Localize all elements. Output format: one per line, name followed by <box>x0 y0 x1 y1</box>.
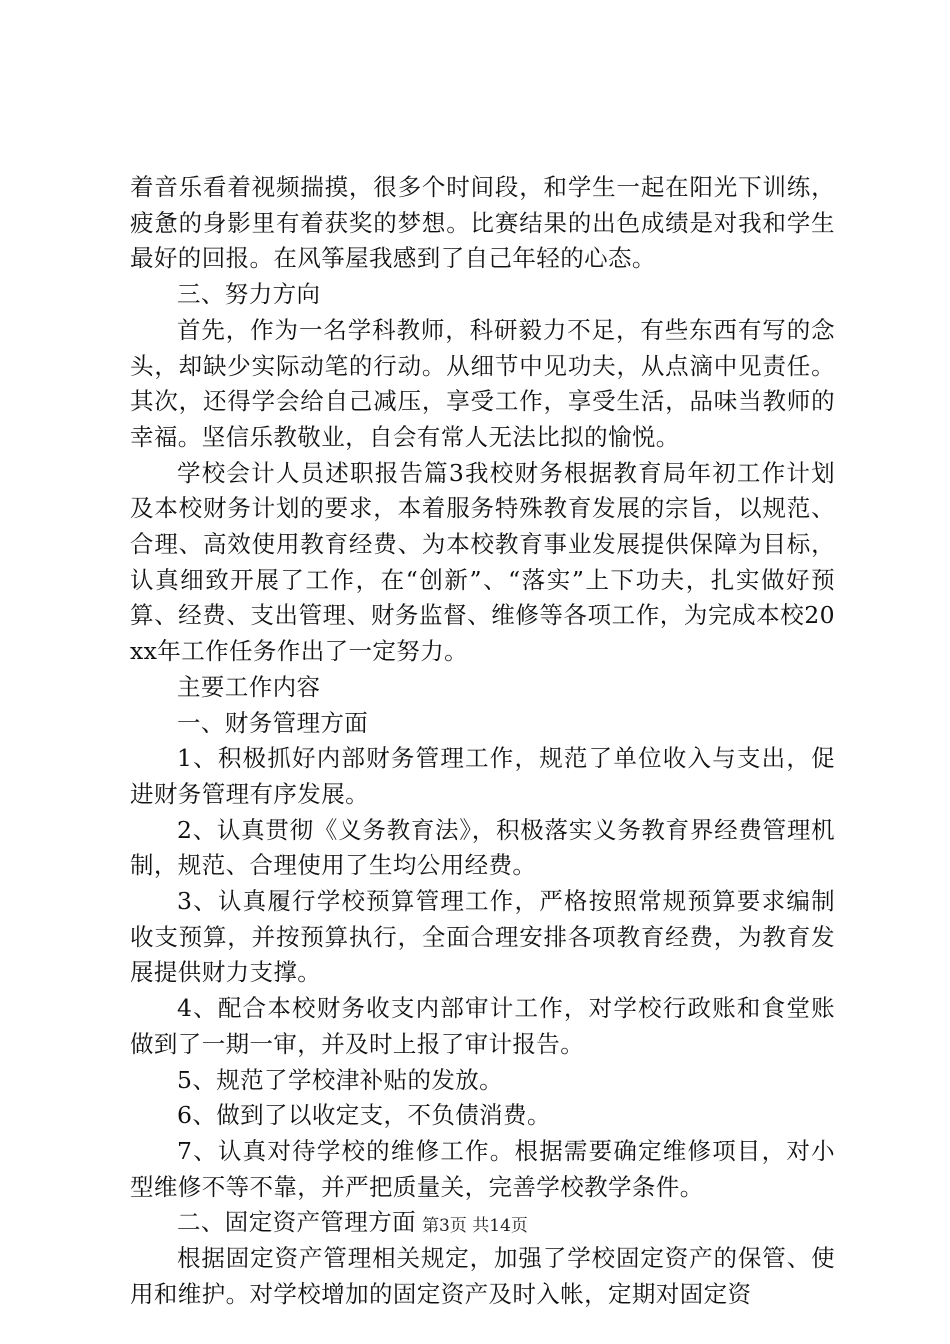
list-item: 1、积极抓好内部财务管理工作，规范了单位收入与支出，促进财务管理有序发展。 <box>130 744 835 808</box>
paragraph: 学校会计人员述职报告篇3我校财务根据教育局年初工作计划及本校财务计划的要求，本着服务特殊教育发展的宗旨，以规范、合理、高效使用教育经费、为本校教育事业发展提供保障为目标，认真细致开展了工作，在“创新”、“落实”上下功夫，扎实做好预算、经费、支出管理、财务监督、维修等各项工作，为完成本校20xx年工作任务作出了一定努力。 <box>130 458 835 666</box>
paragraph: 首先，作为一名学科教师，科研毅力不足，有些东西有写的念头，却缺少实际动笔的行动。从细节中见功夫，从点滴中见责任。其次，还得学会给自己减压，享受工作，享受生活，品味当教师的幸福。坚信乐教敬业，自会有常人无法比拟的愉悦。 <box>130 315 835 451</box>
section-heading-main-work: 主要工作内容 <box>177 672 321 701</box>
section-heading-fixed-assets: 二、固定资产管理方面 <box>177 1208 416 1237</box>
list-item: 6、做到了以收定支，不负债消费。 <box>177 1101 551 1130</box>
paragraph-continued: 着音乐看着视频揣摸，很多个时间段，和学生一起在阳光下训练，疲惫的身影里有着获奖的梦想。比赛结果的出色成绩是对我和学生最好的回报。在风筝屋我感到了自己年轻的心态。 <box>130 173 835 273</box>
page-number-footer: 第3页 共14页 <box>422 1216 528 1236</box>
list-item: 3、认真履行学校预算管理工作，严格按照常规预算要求编制收支预算，并按预算执行，全面合理安排各项教育经费，为教育发展提供财力支撑。 <box>130 887 835 987</box>
list-item: 5、规范了学校津补贴的发放。 <box>177 1065 504 1094</box>
list-item: 7、认真对待学校的维修工作。根据需要确定维修项目，对小型维修不等不靠，并严把质量关，完善学校教学条件。 <box>130 1136 835 1201</box>
section-heading-finance: 一、财务管理方面 <box>177 708 369 737</box>
list-item: 4、配合本校财务收支内部审计工作，对学校行政账和食堂账做到了一期一审，并及时上报了审计报告。 <box>130 994 835 1058</box>
paragraph: 根据固定资产管理相关规定，加强了学校固定资产的保管、使用和维护。对学校增加的固定资产及时入帐，定期对固定资 <box>130 1244 835 1308</box>
section-heading-effort-direction: 三、努力方向 <box>177 280 321 309</box>
document-body <box>130 170 835 1313</box>
list-item: 2、认真贯彻《义务教育法》，积极落实义务教育界经费管理机制，规范、合理使用了生均公用经费。 <box>130 815 835 880</box>
